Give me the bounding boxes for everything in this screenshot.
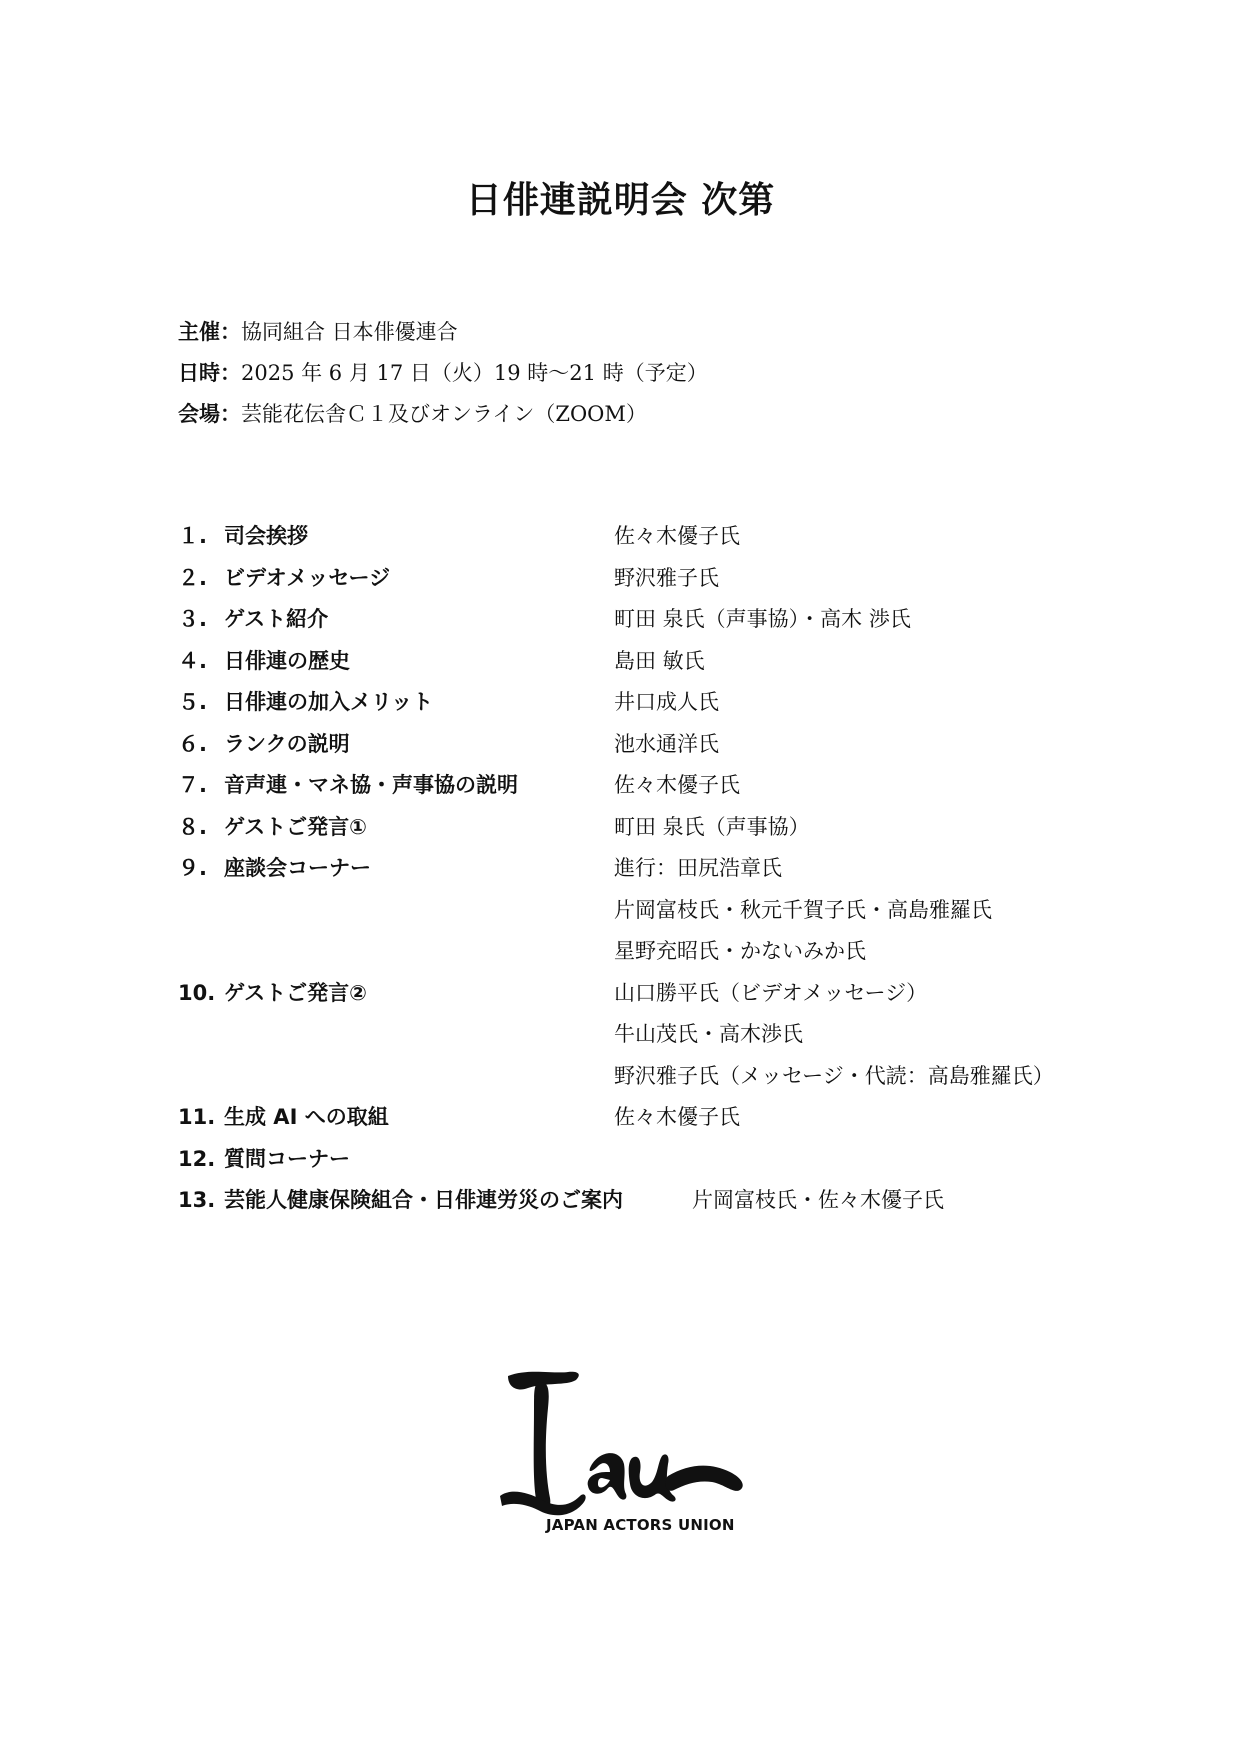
agenda-item-number: ９. xyxy=(178,856,207,880)
info-label: 主催： xyxy=(178,320,241,344)
agenda-item-speaker: 井口成人氏 xyxy=(614,690,719,714)
info-value: 芸能花伝舎Ｃ１及びオンライン（ZOOM） xyxy=(241,402,647,426)
agenda-item-number: ８. xyxy=(178,814,207,839)
agenda-item xyxy=(178,765,1078,807)
agenda-item-number: ６. xyxy=(178,731,207,756)
agenda-list xyxy=(178,516,1078,1222)
agenda-item-title: 質問コーナー xyxy=(224,1146,350,1171)
agenda-item xyxy=(178,516,1078,558)
agenda-item-title: ゲスト紹介 xyxy=(224,607,329,631)
agenda-item-number: 10. xyxy=(178,980,216,1005)
page-title: 日俳連説明会 次第 xyxy=(465,180,776,221)
info-datetime xyxy=(178,353,708,394)
info-organizer xyxy=(178,312,708,353)
agenda-item-title: ゲストご発言① xyxy=(224,814,367,839)
info-label: 日時： xyxy=(178,361,241,385)
agenda-item-title: 日俳連の歴史 xyxy=(224,648,350,673)
agenda-item xyxy=(178,848,1078,890)
agenda-item-speaker: 星野充昭氏・かないみか氏 xyxy=(614,939,866,963)
agenda-item-speaker: 佐々木優子氏 xyxy=(614,1105,740,1129)
agenda-item xyxy=(178,931,1078,973)
agenda-item-number: ５. xyxy=(178,690,207,714)
agenda-item-speaker: 牛山茂氏・高木渉氏 xyxy=(614,1022,803,1046)
agenda-item-number: ７. xyxy=(178,773,207,797)
agenda-item xyxy=(178,1180,1078,1222)
agenda-item-title: ランクの説明 xyxy=(224,731,350,756)
event-info xyxy=(178,312,708,435)
info-venue xyxy=(178,394,708,435)
agenda-item-number: ４. xyxy=(178,648,207,673)
agenda-item-speaker: 野沢雅子氏 xyxy=(614,565,719,590)
info-value: 協同組合 日本俳優連合 xyxy=(241,320,458,344)
logo-text: JAPAN ACTORS UNION xyxy=(546,1516,735,1534)
agenda-item-speaker: 池水通洋氏 xyxy=(614,731,719,756)
agenda-item xyxy=(178,1139,1078,1181)
agenda-item-title: 司会挨拶 xyxy=(224,524,308,548)
agenda-item-title: 生成 AI への取組 xyxy=(224,1105,389,1129)
agenda-item xyxy=(178,807,1078,849)
agenda-item xyxy=(178,641,1078,683)
agenda-item-title: ゲストご発言② xyxy=(224,980,367,1005)
agenda-item xyxy=(178,724,1078,766)
agenda-item-speaker: 佐々木優子氏 xyxy=(614,773,740,797)
agenda-item-speaker: 山口勝平氏（ビデオメッセージ） xyxy=(614,980,928,1005)
agenda-item-speaker: 島田 敏氏 xyxy=(614,648,705,673)
agenda-item-speaker: 佐々木優子氏 xyxy=(614,524,740,548)
agenda-item-title: 座談会コーナー xyxy=(224,856,371,880)
agenda-item xyxy=(178,1014,1078,1056)
agenda-item xyxy=(178,682,1078,724)
agenda-item-speaker: 野沢雅子氏（メッセージ・代読：高島雅羅氏） xyxy=(614,1063,1054,1088)
agenda-item-title: 芸能人健康保険組合・日俳連労災のご案内 xyxy=(224,1188,623,1212)
agenda-item xyxy=(178,599,1078,641)
agenda-item-speaker: 片岡富枝氏・佐々木優子氏 xyxy=(692,1188,944,1212)
agenda-item xyxy=(178,1056,1078,1098)
info-value: 2025 年 6 月 17 日（火）19 時～21 時（予定） xyxy=(241,361,708,385)
agenda-item xyxy=(178,890,1078,932)
agenda-item-number: 11. xyxy=(178,1105,216,1129)
agenda-item-number: ２. xyxy=(178,565,207,590)
agenda-item-speaker: 町田 泉氏（声事協） xyxy=(614,814,810,839)
agenda-item-number: 12. xyxy=(178,1146,216,1171)
agenda-item-speaker: 町田 泉氏（声事協）・高木 渉氏 xyxy=(614,607,911,631)
agenda-item xyxy=(178,973,1078,1015)
agenda-item-number: ３. xyxy=(178,607,207,631)
agenda-item-speaker: 進行：田尻浩章氏 xyxy=(614,856,782,880)
jau-logo xyxy=(498,1368,748,1544)
agenda-item xyxy=(178,1097,1078,1139)
agenda-item-title: 日俳連の加入メリット xyxy=(224,690,434,714)
agenda-item-title: ビデオメッセージ xyxy=(224,565,391,590)
agenda-item-number: 13. xyxy=(178,1188,216,1212)
info-label: 会場： xyxy=(178,402,241,426)
agenda-item-number: １. xyxy=(178,524,207,548)
agenda-item-title: 音声連・マネ協・声事協の説明 xyxy=(224,773,518,797)
agenda-item-speaker: 片岡富枝氏・秋元千賀子氏・高島雅羅氏 xyxy=(614,897,992,922)
agenda-item xyxy=(178,558,1078,600)
